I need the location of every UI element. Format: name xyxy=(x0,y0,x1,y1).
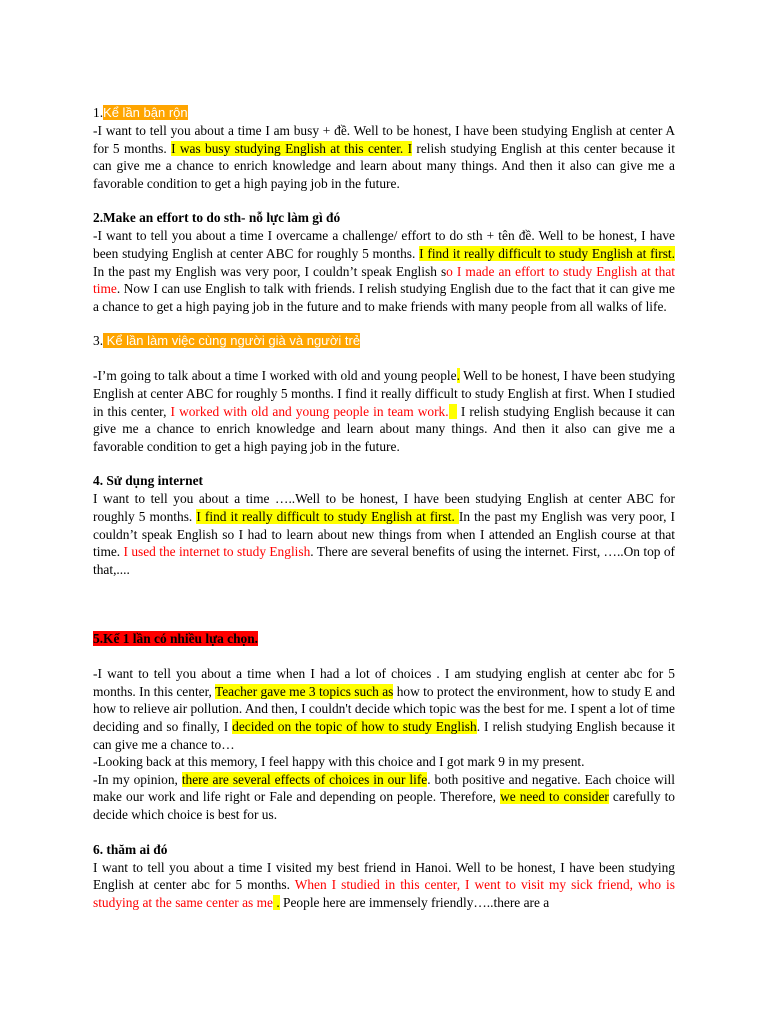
section-3-title: Kể lần làm việc cùng người già và người trẻ xyxy=(103,333,361,349)
section-1-title: Kể lần bận rộn xyxy=(103,105,188,120)
text-run: People here are immensely friendly…..there are a xyxy=(279,894,550,910)
highlight: . xyxy=(272,894,280,910)
text-run: -I want to tell you about a time when I had a lot of choices . I am studying english at center abc for 5 months. In this center, xyxy=(93,666,675,699)
text-run: -I’m going to talk about a time I worked with old and young people xyxy=(93,368,457,384)
section-1 xyxy=(93,104,675,192)
highlight: we need to consider xyxy=(500,789,609,805)
section-6 xyxy=(93,841,675,912)
section-3-paragraph xyxy=(93,367,675,455)
red-text: I used the internet to study English xyxy=(123,544,311,560)
text-run: carefully to decide which choice is best for us. xyxy=(93,789,675,823)
section-4-title: 4. Sử dụng internet xyxy=(93,473,203,489)
section-5 xyxy=(93,630,675,823)
red-text: I worked with old and young people in team work. xyxy=(170,403,449,419)
section-1-heading xyxy=(93,104,675,122)
section-3-heading xyxy=(93,332,675,350)
section-6-title: 6. thăm ai đó xyxy=(93,841,168,857)
highlight: decided on the topic of how to study English xyxy=(232,719,477,735)
section-5-title: 5.Kể 1 lần có nhiều lựa chọn. xyxy=(93,631,259,647)
section-1-paragraph xyxy=(93,122,675,192)
highlight: I find it really difficult to study English at first. xyxy=(196,508,459,524)
section-3-number: 3. xyxy=(93,333,104,349)
section-1-number: 1. xyxy=(93,105,104,120)
section-2-paragraph xyxy=(93,227,675,315)
text-run: . both positive and negative. Each choice will make our work and life right or Fale and depending on people. Therefore, xyxy=(93,771,675,805)
highlight: . xyxy=(456,368,460,384)
highlight xyxy=(449,404,457,419)
section-4-paragraph xyxy=(93,490,675,578)
section-2 xyxy=(93,209,675,315)
text-run: -I want to tell you about a time I overcame a challenge/ effort to do sth + tên đề. Well to be honest, I have been studying English at center ABC for roughly 5 months. xyxy=(93,228,675,261)
document-page xyxy=(93,104,675,911)
text-run: In the past my English was very poor, I couldn’t speak English s xyxy=(93,263,447,279)
highlight: there are several effects of choices in our life xyxy=(181,771,428,787)
text-run: how to protect the environment, how to study E and how to relieve air pollution. And then, I couldn't decide which topic was the best for me. I spent a lot of time deciding and so finally, I xyxy=(93,683,676,735)
red-text: When I studied in this center, I went to visit my sick friend, who is studying at the same center as me xyxy=(93,877,675,910)
highlight: I was busy studying English at this center. I xyxy=(171,140,413,156)
red-text: o I made an effort to study English at that time xyxy=(93,263,675,297)
text-run: In the past my English was very poor, I couldn’t speak English so I had to learn about new things from when I attended an English course at that time. xyxy=(93,508,675,560)
text-run: . I relish studying English because it can give me a chance to… xyxy=(93,719,675,752)
text-run: I relish studying English because it can give me a chance to enrich knowledge and learn about many things. And then it also can give me a favorable condition to get a high paying job in the future. xyxy=(93,403,675,454)
highlight: I find it really difficult to study English at first. xyxy=(419,245,675,261)
section-5-paragraph-3 xyxy=(93,771,675,824)
section-5-paragraph-1 xyxy=(93,665,675,753)
text-run: . Now I can use English to talk with friends. I relish studying English due to the fact that it can give me a chance to get a high paying job in the future and to make friends with many people from all walks of life. xyxy=(93,281,675,314)
text-run: -I want to tell you about a time I am busy + đề. Well to be honest, I have been studying English at center A for 5 months. xyxy=(93,123,675,156)
text-run: . There are several benefits of using the internet. First, …..On top of that,.... xyxy=(93,544,675,577)
section-5-heading xyxy=(93,630,675,648)
highlight: Teacher gave me 3 topics such as xyxy=(215,683,394,699)
section-6-paragraph xyxy=(93,859,675,912)
section-4 xyxy=(93,472,675,578)
text-run: Well to be honest, I have been studying English at center ABC for roughly 5 months. I find it really difficult to study English at first. When I studied in this center, xyxy=(93,368,675,419)
text-run: I want to tell you about a time I visited my best friend in Hanoi. Well to be honest, I have been studying English at center abc for 5 months. xyxy=(93,859,675,893)
text-run: -In my opinion, xyxy=(93,771,182,787)
section-2-title: 2.Make an effort to do sth- nỗ lực làm gì đó xyxy=(93,210,341,226)
section-3 xyxy=(93,332,675,455)
text-run: relish studying English at this center because it can give me a chance to enrich knowledge and learn about many things. And then it also can give me a favorable condition to get a high paying job in the future. xyxy=(93,140,675,191)
text-run: I want to tell you about a time …..Well to be honest, I have been studying English at center ABC for roughly 5 months. xyxy=(93,491,675,524)
section-5-paragraph-2: -Looking back at this memory, I feel happy with this choice and I got mark 9 in my present. xyxy=(93,754,585,770)
